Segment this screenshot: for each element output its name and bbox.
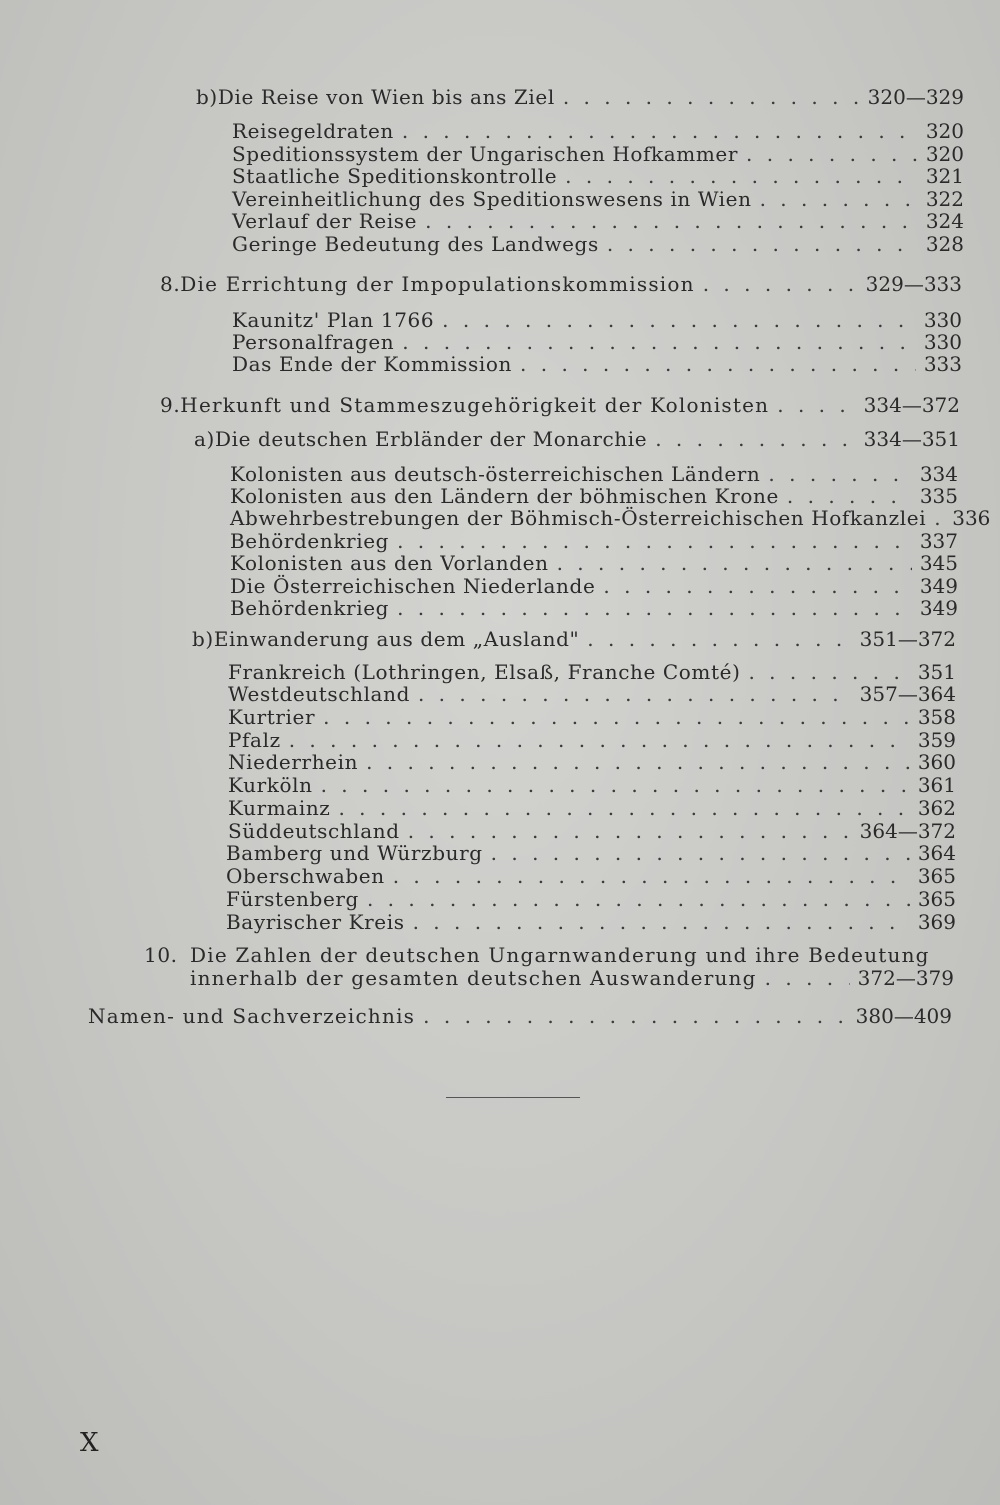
entry-pages: 349 <box>919 574 958 598</box>
entry-pages: 322 <box>925 187 964 211</box>
dot-leader <box>402 331 916 353</box>
entry-number: 8. <box>160 272 181 296</box>
toc-entry <box>232 188 964 210</box>
entry-pages: 320 <box>925 142 964 166</box>
dot-leader <box>520 353 916 375</box>
entry-title: Die Österreichischen Niederlande <box>230 574 596 598</box>
entry-pages: 380—409 <box>855 1004 952 1028</box>
entry-pages: 320—329 <box>867 85 964 109</box>
entry-pages: 364—372 <box>859 819 956 843</box>
toc-entry <box>160 273 962 295</box>
dot-leader <box>393 865 910 887</box>
dot-leader <box>655 428 855 450</box>
dot-leader <box>768 463 911 485</box>
toc-entry <box>230 552 958 574</box>
toc-entry <box>230 485 958 507</box>
toc-entry <box>230 506 991 530</box>
entry-pages: 330 <box>923 330 962 354</box>
toc-entry <box>232 309 962 331</box>
entry-title: Oberschwaben <box>226 864 385 888</box>
entry-pages: 324 <box>925 209 964 233</box>
toc-entry <box>88 1005 952 1027</box>
entry-title: Pfalz <box>228 728 281 752</box>
page-folio: X <box>80 1428 99 1458</box>
toc-entry <box>228 751 956 773</box>
dot-leader <box>491 842 910 864</box>
dot-leader <box>787 485 912 507</box>
toc-entry <box>196 86 964 108</box>
entry-title: Abwehrbestrebungen der Böhmisch-Österreichischen Hofkanzlei <box>230 506 927 530</box>
entry-title: Kolonisten aus den Vorlanden <box>230 551 549 575</box>
entry-title: Reisegeldraten <box>232 119 394 143</box>
entry-pages: 351 <box>917 660 956 684</box>
entry-title: Kolonisten aus den Ländern der böhmischen Krone <box>230 484 779 508</box>
entry-pages: 320 <box>925 119 964 143</box>
dot-leader <box>323 706 910 728</box>
dot-leader <box>565 165 918 187</box>
toc-entry <box>160 394 960 416</box>
toc-entry <box>192 628 956 650</box>
entry-pages: 351—372 <box>859 627 956 651</box>
entry-pages: 333 <box>923 352 962 376</box>
dot-leader <box>408 820 852 842</box>
dot-leader <box>746 143 918 165</box>
dot-leader <box>703 273 858 295</box>
entry-title: Die Errichtung der Impopulationskommission <box>180 272 695 296</box>
toc-entry <box>194 428 960 450</box>
entry-pages: 334—372 <box>863 393 960 417</box>
dot-leader <box>402 120 918 142</box>
entry-title: Speditionssystem der Ungarischen Hofkammer <box>232 142 739 166</box>
entry-label: b) <box>192 627 214 651</box>
entry-pages: 335 <box>919 484 958 508</box>
toc-entry <box>232 233 964 255</box>
entry-title: Kaunitz' Plan 1766 <box>232 308 435 332</box>
dot-leader <box>603 575 911 597</box>
dot-leader <box>423 1005 848 1027</box>
toc-entry <box>226 865 956 887</box>
entry-pages: 364 <box>917 841 956 865</box>
dot-leader <box>338 797 909 819</box>
toc-entry <box>228 706 956 728</box>
entry-pages: 334—351 <box>863 427 960 451</box>
entry-title: Bamberg und Würzburg <box>226 841 483 865</box>
toc-entry <box>232 353 962 375</box>
dot-leader <box>760 188 918 210</box>
entry-pages: 329—333 <box>865 272 962 296</box>
entry-number: 9. <box>160 393 181 417</box>
entry-pages: 359 <box>917 728 956 752</box>
dot-leader <box>587 628 851 650</box>
toc-entry <box>230 530 958 552</box>
entry-title: Bayrischer Kreis <box>226 910 405 934</box>
toc-entry <box>232 210 964 232</box>
entry-title: Die Reise von Wien bis ans Ziel <box>217 85 555 109</box>
entry-pages: 365 <box>917 864 956 888</box>
toc-entry <box>226 888 956 910</box>
entry-pages: 365 <box>917 887 956 911</box>
entry-pages: 321 <box>925 164 964 188</box>
toc-entry <box>232 165 964 187</box>
entry-title: Personalfragen <box>232 330 395 354</box>
entry-title: Die deutschen Erbländer der Monarchie <box>214 427 648 451</box>
entry-pages: 330 <box>923 308 962 332</box>
dot-leader <box>557 552 912 574</box>
entry-pages: 362 <box>917 796 956 820</box>
entry-pages: 358 <box>917 705 956 729</box>
entry-title: Geringe Bedeutung des Landwegs <box>232 232 599 256</box>
toc-entry <box>226 911 956 933</box>
toc-entry <box>230 597 958 619</box>
entry-title: Kurköln <box>228 773 313 797</box>
dot-leader <box>397 597 912 619</box>
entry-title: Vereinheitlichung des Speditionswesens in Wien <box>232 187 752 211</box>
entry-pages: 360 <box>917 750 956 774</box>
entry-label: b) <box>196 85 218 109</box>
toc-entry <box>232 120 964 142</box>
toc-entry <box>228 774 956 796</box>
dot-leader <box>418 683 852 705</box>
entry-pages: 336 <box>952 506 991 530</box>
toc-entry <box>228 820 956 842</box>
entry-pages: 345 <box>919 551 958 575</box>
entry-pages: 349 <box>919 596 958 620</box>
entry-pages: 337 <box>919 529 958 553</box>
dot-leader <box>563 86 860 108</box>
entry-number: 10. <box>144 943 178 967</box>
toc-entry <box>228 661 956 683</box>
toc-entry <box>230 575 958 597</box>
entry-title: Behördenkrieg <box>230 596 390 620</box>
toc-entry <box>230 463 958 485</box>
toc-entry <box>226 842 956 864</box>
dot-leader <box>442 309 916 331</box>
dot-leader <box>765 967 850 989</box>
entry-title: Einwanderung aus dem „Ausland" <box>213 627 580 651</box>
dot-leader <box>607 233 918 255</box>
entry-title: Niederrhein <box>228 750 359 774</box>
dot-leader <box>321 774 910 796</box>
entry-title: Herkunft und Stammeszugehörigkeit der Kolonisten <box>180 393 770 417</box>
entry-title: Namen- und Sachverzeichnis <box>88 1004 416 1028</box>
dot-leader <box>397 530 912 552</box>
entry-title: Behördenkrieg <box>230 529 390 553</box>
entry-pages: 372—379 <box>857 966 954 990</box>
dot-leader <box>425 210 918 232</box>
toc-entry <box>228 729 956 751</box>
dot-leader <box>748 661 909 683</box>
dot-leader <box>367 888 910 910</box>
entry-title: Kurmainz <box>228 796 331 820</box>
entry-pages: 328 <box>925 232 964 256</box>
dot-leader <box>777 394 855 416</box>
closing-rule <box>446 1097 580 1098</box>
entry-title: Kolonisten aus deutsch-österreichischen Ländern <box>230 462 761 486</box>
toc-entry <box>232 143 964 165</box>
entry-title: Frankreich (Lothringen, Elsaß, Franche Comté) <box>228 660 741 684</box>
entry-title: Staatliche Speditionskontrolle <box>232 164 558 188</box>
dot-leader <box>289 729 910 751</box>
entry-title: Fürstenberg <box>226 887 359 911</box>
entry-title: Westdeutschland <box>228 682 410 706</box>
entry-pages: 357—364 <box>859 682 956 706</box>
entry-title: Kurtrier <box>228 705 316 729</box>
entry-pages: 334 <box>919 462 958 486</box>
toc-entry <box>228 683 956 705</box>
toc-entry <box>232 331 962 353</box>
dot-leader <box>934 507 944 529</box>
entry-title: Süddeutschland <box>228 819 400 843</box>
entry-title: Verlauf der Reise <box>232 209 418 233</box>
entry-pages: 361 <box>917 773 956 797</box>
toc-entry <box>228 797 956 819</box>
entry-title: Das Ende der Kommission <box>232 352 513 376</box>
toc-entry <box>190 967 954 989</box>
entry-title: Die Zahlen der deutschen Ungarnwanderung und ihre Bedeutung <box>190 943 930 967</box>
dot-leader <box>413 911 910 933</box>
toc-entry-title-line <box>144 944 956 966</box>
dot-leader <box>366 751 910 773</box>
entry-label: a) <box>194 427 215 451</box>
entry-pages: 369 <box>917 910 956 934</box>
entry-title-continued: innerhalb der gesamten deutschen Auswanderung <box>190 966 757 990</box>
